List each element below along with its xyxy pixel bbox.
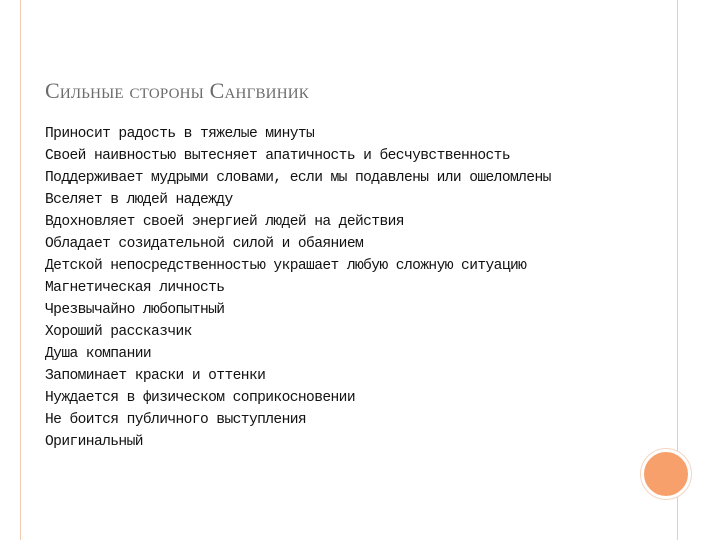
- list-item: Душа компании: [45, 346, 152, 362]
- list-item: Поддерживает мудрыми словами, если мы подавлены или ошеломлены: [45, 170, 551, 186]
- list-item: Своей наивностью вытесняет апатичность и бесчувственность: [45, 148, 510, 164]
- list-item: Магнетическая личность: [45, 280, 225, 296]
- list-item: Вдохновляет своей энергией людей на действия: [45, 214, 404, 230]
- decorative-circle-icon: [641, 449, 691, 499]
- list-item: Запоминает краски и оттенки: [45, 368, 266, 384]
- list-item: Обладает созидательной силой и обаянием: [45, 236, 364, 252]
- list-item: Оригинальный: [45, 434, 143, 450]
- list-item: Вселяет в людей надежду: [45, 192, 233, 208]
- list-item: Нуждается в физическом соприкосновении: [45, 390, 355, 406]
- list-item: Хороший рассказчик: [45, 324, 192, 340]
- strengths-list: [45, 127, 645, 457]
- list-item: Чрезвычайно любопытный: [45, 302, 225, 318]
- slide-title: Сильные стороны Сангвиник: [45, 78, 309, 103]
- list-item: Не боится публичного выступления: [45, 412, 307, 428]
- list-item: Приносит радость в тяжелые минуты: [45, 126, 315, 142]
- list-item: Детской непосредственностью украшает любую сложную ситуацию: [45, 258, 527, 274]
